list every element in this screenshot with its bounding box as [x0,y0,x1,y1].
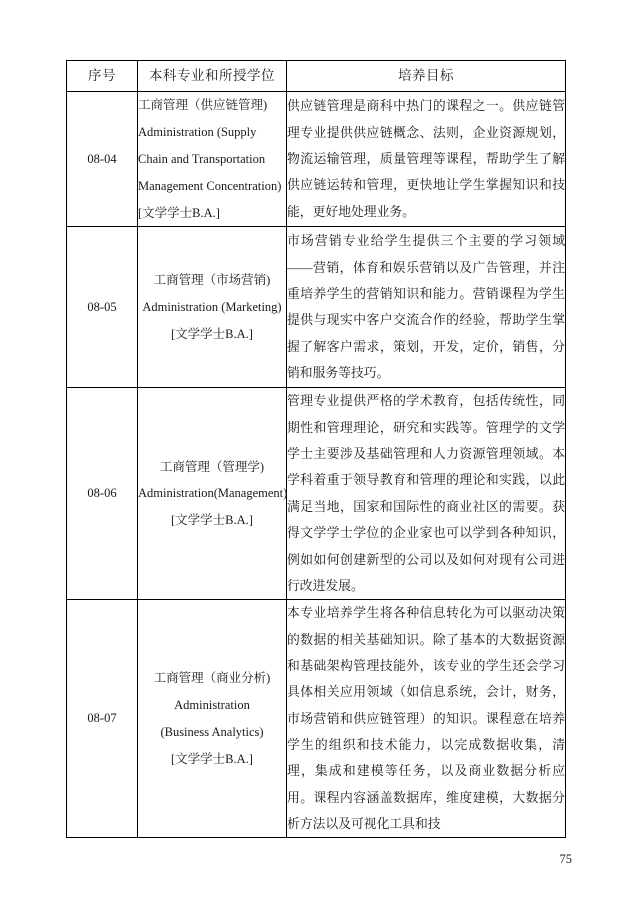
major-line: Chain and Transportation [138,151,266,166]
table-header [67,61,566,92]
column-header-objective-label: 培养目标 [398,68,454,83]
table-row [67,227,566,388]
column-header-sequence-label: 序号 [88,68,116,83]
major-line: Administration(Management) [138,486,288,501]
column-header-major-label: 本科专业和所授学位 [149,68,275,83]
table-row [67,600,566,838]
page-number: 75 [559,852,572,866]
major-line: Management Concentration) [138,178,282,193]
cell-objective [287,92,566,227]
objective-text: 供应链管理是商科中热门的课程之一。供应链管理专业提供供应链概念、法则，企业资源规划，物流运输管理，质量管理等课程，帮助学生了解供应链运转和管理，更快地让学生掌握知识和技能，更好地处理业务。 [287,99,565,219]
major-line: [文学学士B.A.] [171,513,253,528]
column-header-major [138,61,287,92]
major-line: (Business Analytics) [160,724,264,739]
column-header-sequence [67,61,138,92]
table-row [67,92,566,227]
major-line: Administration (Marketing) [142,299,282,314]
major-line: [文学学士B.A.] [171,326,253,341]
cell-objective [287,388,566,600]
table-body [67,92,566,838]
cell-sequence: 08-05 [67,227,138,388]
major-line: Administration [174,697,250,712]
major-line: 工商管理（市场营销) [153,273,271,288]
major-line: [文学学士B.A.] [138,205,220,220]
major-line: [文学学士B.A.] [171,751,253,766]
objective-text: 管理专业提供严格的学术教育，包括传统性，同期性和管理理论，研究和实践等。管理学的文学学士主要涉及基础管理和人力资源管理领域。本学科着重于领导教育和管理的理论和实践，以此满足当地，国家和国际性的商业社区的需要。获得文学学士学位的企业家也可以学到各种知识，例如如何创建新型的公司以及如何对现有公司进行改进发展。 [287,394,565,593]
major-line: Administration (Supply [138,124,257,139]
cell-sequence: 08-07 [67,600,138,838]
table-row [67,388,566,600]
table-header-row [67,61,566,92]
objective-text: 本专业培养学生将各种信息转化为可以驱动决策的数据的相关基础知识。除了基本的大数据资源和基础架构管理技能外，该专业的学生还会学习具体相关应用领域（如信息系统，会计，财务，市场营销和供应链管理）的知识。课程意在培养学生的组织和技术能力，以完成数据收集，清理，集成和建模等任务，以及商业数据分析应用。课程内容涵盖数据库，维度建模，大数据分析方法以及可视化工具和技 [287,606,565,832]
curriculum-table [66,60,566,838]
cell-sequence: 08-06 [67,388,138,600]
objective-text: 市场营销专业给学生提供三个主要的学习领域——营销，体育和娱乐营销以及广告管理，并注重培养学生的营销知识和能力。营销课程为学生提供与现实中客户交流合作的经验，帮助学生掌握了解客户需求，策划，开发，定价，销售，分销和服务等技巧。 [287,234,565,381]
major-line: 工商管理（供应链管理) [138,98,268,112]
cell-major [138,92,287,227]
major-line: 工商管理（商业分析) [153,671,271,686]
major-line: 工商管理（管理学) [159,459,265,474]
cell-major [138,600,287,838]
cell-major [138,388,287,600]
cell-objective [287,227,566,388]
column-header-objective [287,61,566,92]
cell-major [138,227,287,388]
curriculum-table-container [66,60,565,838]
cell-objective [287,600,566,838]
cell-sequence: 08-04 [67,92,138,227]
